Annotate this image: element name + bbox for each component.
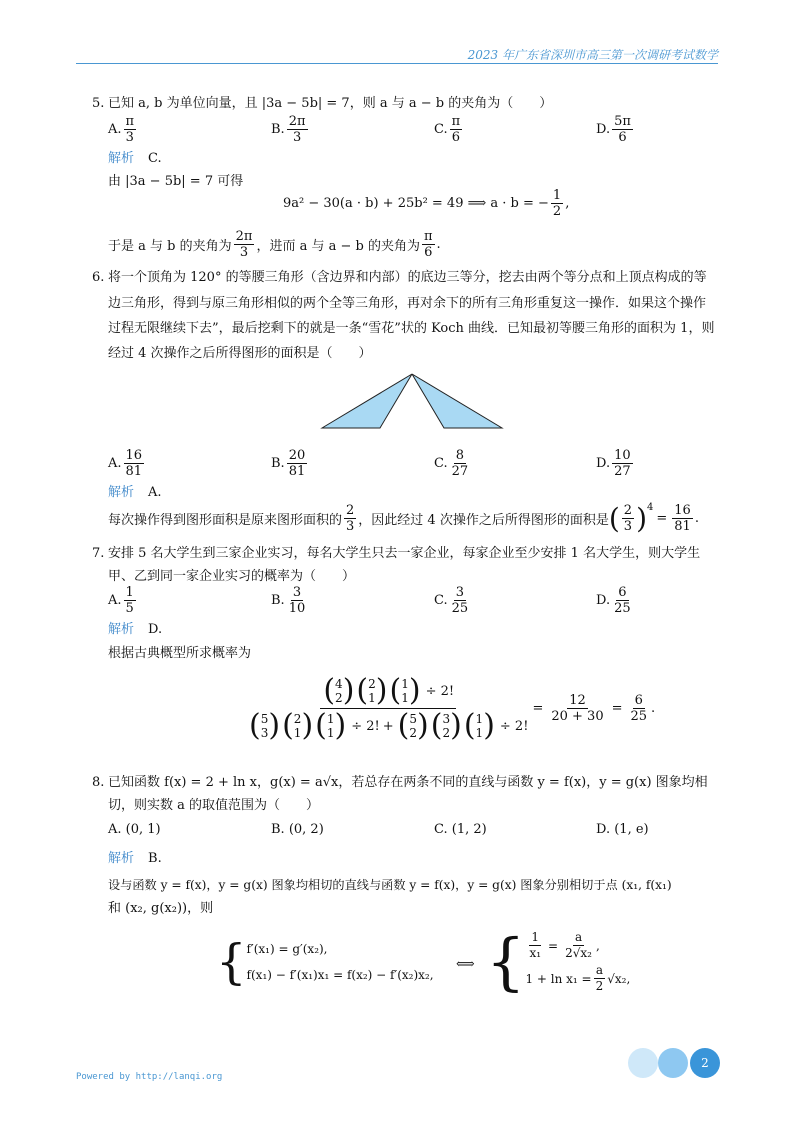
q6-number: 6.: [92, 270, 105, 285]
q8-option-d: D. (1, e): [596, 822, 649, 837]
q7-stem-line1: 安排 5 名大学生到三家企业实习，每名大学生只去一家企业，每家企业至少安排 1 名大学生，则大学生: [108, 546, 701, 561]
q6-stem-line1: 将一个顶角为 120° 的等腰三角形（含边界和内部）的底边三等分，挖去由两个等分点和上顶点构成的等: [108, 270, 707, 285]
decor-circle-light: [628, 1048, 658, 1078]
q8-option-b: B. (0, 2): [271, 822, 324, 837]
footer-powered-by: Powered by http://lanqi.org: [76, 1072, 223, 1082]
q8-system-left: { f′(x₁) = g′(x₂), f(x₁) − f′(x₁)x₁ = f(x₂) − f′(x₂)x₂,: [216, 934, 434, 990]
q5-option-c: C. $\frac{\pi}{6}$: [434, 114, 461, 145]
q7-solution-line1: 根据古典概型所求概率为: [108, 646, 252, 661]
q5-option-b: B. $\frac{2\pi}{3}$: [271, 114, 306, 145]
q8-option-a: A. (0, 1): [108, 822, 161, 837]
q7-number: 7.: [92, 546, 105, 561]
koch-right-triangle: [412, 374, 502, 428]
q8-option-c: C. (1, 2): [434, 822, 487, 837]
q8-stem-line1: 已知函数 f(x) = 2 + ln x，g(x) = a√x，若总存在两条不同的直线与函数 y = f(x)，y = g(x) 图象均相: [108, 775, 708, 790]
koch-figure: [320, 370, 504, 432]
q6-explanation: 每次操作得到图形面积是原来图形面积的 $\frac{2}{3}$ ，因此经过 4 次操作之后所得图形的面积是 ( $\frac{2}{3}$ ) $^4$ = $\frac{16}{81}$ .: [108, 502, 699, 535]
q6-solution-label: 解析 A.: [108, 485, 162, 500]
q5-solution-line1: 由 |3a − 5b| = 7 可得: [108, 174, 244, 189]
q7-option-b: B. $\frac{3}{10}$: [271, 585, 306, 616]
q5-solution-label: 解析 C.: [108, 151, 162, 166]
q8-solution-label: 解析 B.: [108, 851, 162, 866]
q5-conclusion: 于是 a 与 b 的夹角为 $\frac{2\pi}{3}$ ，进而 a 与 a − b 的夹角为 $\frac{\pi}{6}$ .: [108, 229, 441, 260]
q5-option-a: A. $\frac{\pi}{3}$: [108, 114, 135, 145]
q8-solution-line1: 设与函数 y = f(x)，y = g(x) 图象均相切的直线与函数 y = f(x)，y = g(x) 图象分别相切于点 (x₁, f(x₁): [108, 878, 672, 892]
q8-system-right: { $\frac{1}{\text{x₁}}$ = $\frac{a}{\text{2√x₂}}$ , 1 + ln x₁ = $\frac{a}{2}$ √x₂,: [486, 925, 631, 998]
q7-probability-formula: ( 4 2 ) ( 2 1 ) ( 1 1 ) ÷ 2! ( 5 3 ) ( 2 1 ) ( 1 1 ) ÷ 2! + ( 5 2 ) ( 3 2 ) ( 1 1 ) ÷ 2! = $\frac{12}{20 + 30}$ = $\frac{6}{25}$ .: [249, 673, 656, 743]
q8-stem-line2: 切，则实数 a 的取值范围为（ ）: [108, 798, 320, 813]
q7-solution-label: 解析 D.: [108, 622, 163, 637]
q8-number: 8.: [92, 775, 105, 790]
q6-stem-line2: 边三角形，得到与原三角形相似的两个全等三角形，再对余下的所有三角形重复这一操作．如果这个操作: [108, 296, 707, 311]
q7-option-a: A. $\frac{1}{5}$: [108, 585, 134, 616]
q6-option-c: C. $\frac{8}{27}$: [434, 448, 469, 479]
q5-option-d: D. $\frac{5\pi}{6}$: [596, 114, 631, 145]
q8-solution-line2: 和 (x₂, g(x₂))，则: [108, 901, 214, 916]
q6-option-d: D. $\frac{10}{27}$: [596, 448, 631, 479]
header-divider: [76, 63, 718, 64]
q7-stem-line2: 甲、乙到同一家企业实习的概率为（ ）: [108, 569, 356, 584]
q7-option-c: C. $\frac{3}{25}$: [434, 585, 469, 616]
decor-circle-mid: [658, 1048, 688, 1078]
q5-stem: 已知 a, b 为单位向量，且 |3a − 5b| = 7，则 a 与 a − b 的夹角为（ ）: [108, 96, 553, 111]
q5-formula: 9a² − 30(a · b) + 25b² = 49 ⟹ a · b = − $\frac{1}{2}$ ,: [283, 188, 570, 219]
q7-option-d: D. $\frac{6}{25}$: [596, 585, 631, 616]
q6-stem-line3: 过程无限继续下去”，最后挖剩下的就是一条“雪花”状的 Koch 曲线．已知最初等腰三角形的面积为 1，则: [108, 321, 715, 336]
q6-stem-line4: 经过 4 次操作之后所得图形的面积是（ ）: [108, 346, 372, 361]
q6-option-b: B. $\frac{20}{81}$: [271, 448, 306, 479]
q6-option-a: A. $\frac{16}{81}$: [108, 448, 143, 479]
q5-number: 5.: [92, 96, 105, 111]
page-number: 2: [690, 1048, 720, 1078]
q8-equivalence: ⟺: [456, 957, 475, 972]
page-header: 2023 年广东省深圳市高三第一次调研考试数学: [467, 48, 718, 62]
koch-left-triangle: [322, 374, 412, 428]
